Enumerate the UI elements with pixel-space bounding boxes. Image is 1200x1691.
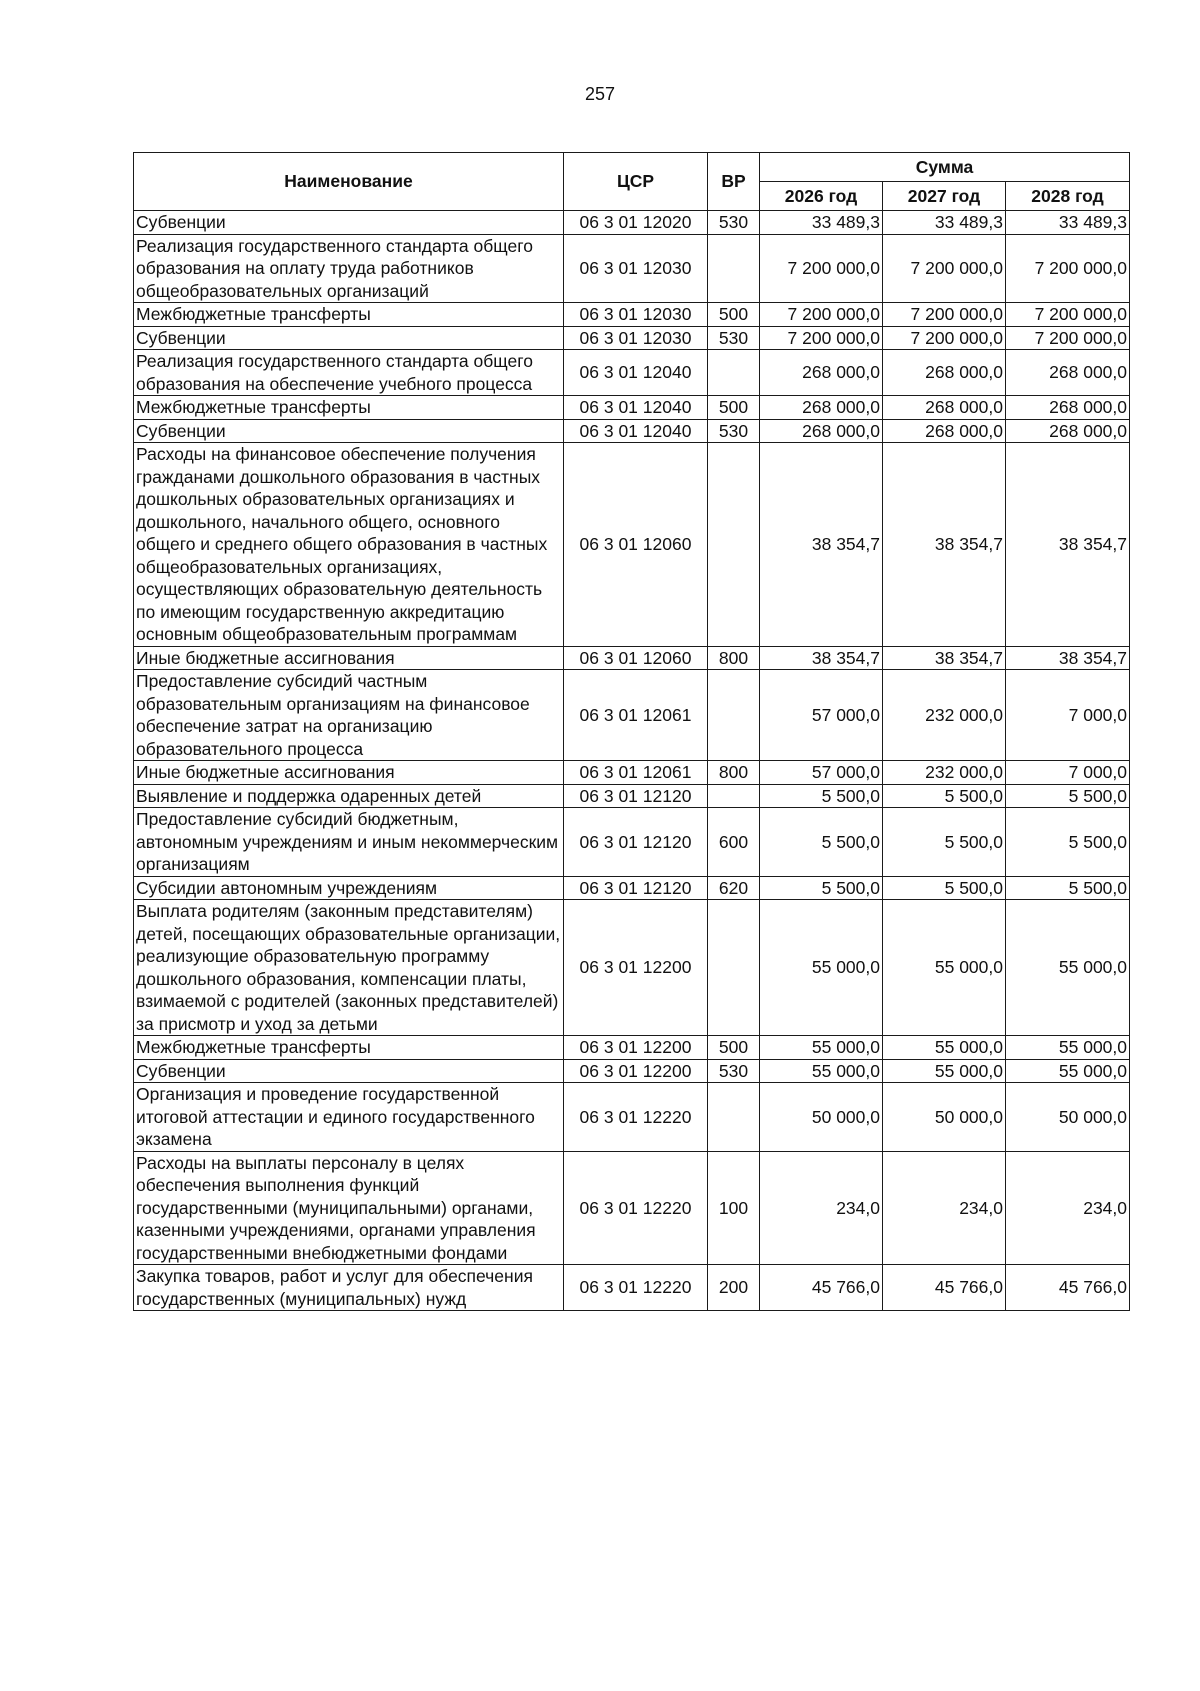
budget-table [133, 152, 1130, 1311]
cell-name: Субвенции [134, 1059, 564, 1083]
cell-sum-2027: 232 000,0 [883, 670, 1006, 761]
cell-sum-2026: 5 500,0 [760, 784, 883, 808]
cell-vr: 500 [708, 303, 760, 327]
table-row [134, 326, 1130, 350]
cell-sum-2028: 234,0 [1006, 1151, 1130, 1265]
cell-vr: 530 [708, 419, 760, 443]
cell-vr: 530 [708, 211, 760, 235]
cell-sum-2027: 55 000,0 [883, 1059, 1006, 1083]
table-row [134, 1151, 1130, 1265]
cell-sum-2026: 38 354,7 [760, 443, 883, 647]
cell-vr: 530 [708, 326, 760, 350]
cell-sum-2028: 5 500,0 [1006, 808, 1130, 877]
cell-csr: 06 3 01 12040 [564, 419, 708, 443]
cell-sum-2028: 33 489,3 [1006, 211, 1130, 235]
cell-vr [708, 443, 760, 647]
cell-sum-2026: 50 000,0 [760, 1083, 883, 1152]
cell-sum-2027: 268 000,0 [883, 419, 1006, 443]
cell-csr: 06 3 01 12220 [564, 1151, 708, 1265]
table-row [134, 443, 1130, 647]
cell-csr: 06 3 01 12040 [564, 396, 708, 420]
cell-sum-2027: 7 200 000,0 [883, 303, 1006, 327]
cell-sum-2026: 268 000,0 [760, 350, 883, 396]
cell-sum-2027: 38 354,7 [883, 443, 1006, 647]
cell-sum-2028: 268 000,0 [1006, 350, 1130, 396]
cell-name: Субвенции [134, 211, 564, 235]
table-row [134, 900, 1130, 1036]
cell-sum-2027: 7 200 000,0 [883, 234, 1006, 303]
cell-name: Реализация государственного стандарта общего образования на оплату труда работников общеобразовательных организаций [134, 234, 564, 303]
cell-sum-2026: 55 000,0 [760, 1059, 883, 1083]
header-vr: ВР [708, 153, 760, 211]
cell-name: Субвенции [134, 326, 564, 350]
cell-sum-2026: 5 500,0 [760, 808, 883, 877]
table-row [134, 1083, 1130, 1152]
cell-sum-2028: 45 766,0 [1006, 1265, 1130, 1311]
header-csr: ЦСР [564, 153, 708, 211]
cell-sum-2027: 5 500,0 [883, 808, 1006, 877]
cell-sum-2028: 5 500,0 [1006, 784, 1130, 808]
cell-sum-2028: 7 000,0 [1006, 670, 1130, 761]
cell-name: Расходы на финансовое обеспечение получения гражданами дошкольного образования в частных дошкольных образовательных организациях и дошкольного, начального общего, основного общего и среднего общего образования в частных общеобразовательных организациях, осуществляющих образовательную деятельность по имеющим государственную аккредитацию основным общеобразовательным программам [134, 443, 564, 647]
cell-sum-2028: 55 000,0 [1006, 1059, 1130, 1083]
table-row [134, 350, 1130, 396]
cell-name: Межбюджетные трансферты [134, 303, 564, 327]
cell-sum-2026: 7 200 000,0 [760, 303, 883, 327]
cell-vr [708, 350, 760, 396]
cell-name: Предоставление субсидий частным образовательным организациям на финансовое обеспечение затрат на организацию образовательного процесса [134, 670, 564, 761]
cell-sum-2028: 50 000,0 [1006, 1083, 1130, 1152]
table-row [134, 808, 1130, 877]
cell-sum-2028: 55 000,0 [1006, 900, 1130, 1036]
cell-sum-2026: 234,0 [760, 1151, 883, 1265]
cell-sum-2026: 57 000,0 [760, 761, 883, 785]
cell-csr: 06 3 01 12060 [564, 646, 708, 670]
cell-vr: 800 [708, 646, 760, 670]
cell-sum-2028: 7 200 000,0 [1006, 303, 1130, 327]
table-row [134, 396, 1130, 420]
cell-sum-2027: 33 489,3 [883, 211, 1006, 235]
cell-csr: 06 3 01 12200 [564, 900, 708, 1036]
cell-sum-2026: 55 000,0 [760, 1036, 883, 1060]
cell-vr: 800 [708, 761, 760, 785]
cell-sum-2026: 33 489,3 [760, 211, 883, 235]
table-header [134, 153, 1130, 211]
table-body [134, 211, 1130, 1311]
table-row [134, 784, 1130, 808]
cell-vr: 200 [708, 1265, 760, 1311]
cell-sum-2028: 268 000,0 [1006, 396, 1130, 420]
cell-sum-2027: 55 000,0 [883, 1036, 1006, 1060]
cell-vr: 620 [708, 876, 760, 900]
cell-name: Иные бюджетные ассигнования [134, 761, 564, 785]
cell-sum-2026: 45 766,0 [760, 1265, 883, 1311]
cell-vr [708, 234, 760, 303]
cell-sum-2028: 55 000,0 [1006, 1036, 1130, 1060]
cell-sum-2026: 7 200 000,0 [760, 234, 883, 303]
cell-csr: 06 3 01 12030 [564, 234, 708, 303]
cell-csr: 06 3 01 12200 [564, 1059, 708, 1083]
cell-name: Выплата родителям (законным представителям) детей, посещающих образовательные организации, реализующие образовательную программу дошкольного образования, компенсации платы, взимаемой с родителей (законных представителей) за присмотр и уход за детьми [134, 900, 564, 1036]
cell-csr: 06 3 01 12200 [564, 1036, 708, 1060]
table-row [134, 419, 1130, 443]
cell-name: Закупка товаров, работ и услуг для обеспечения государственных (муниципальных) нужд [134, 1265, 564, 1311]
cell-csr: 06 3 01 12120 [564, 784, 708, 808]
cell-vr: 100 [708, 1151, 760, 1265]
cell-csr: 06 3 01 12061 [564, 670, 708, 761]
cell-sum-2027: 5 500,0 [883, 876, 1006, 900]
cell-sum-2028: 7 200 000,0 [1006, 326, 1130, 350]
cell-csr: 06 3 01 12030 [564, 326, 708, 350]
cell-sum-2026: 7 200 000,0 [760, 326, 883, 350]
cell-vr: 500 [708, 1036, 760, 1060]
cell-name: Субсидии автономным учреждениям [134, 876, 564, 900]
cell-sum-2026: 38 354,7 [760, 646, 883, 670]
cell-csr: 06 3 01 12040 [564, 350, 708, 396]
table-row [134, 761, 1130, 785]
cell-csr: 06 3 01 12030 [564, 303, 708, 327]
cell-sum-2028: 5 500,0 [1006, 876, 1130, 900]
cell-sum-2027: 45 766,0 [883, 1265, 1006, 1311]
cell-name: Расходы на выплаты персоналу в целях обеспечения выполнения функций государственными (муниципальными) органами, казенными учреждениями, органами управления государственными внебюджетными фондами [134, 1151, 564, 1265]
cell-vr [708, 900, 760, 1036]
cell-vr: 500 [708, 396, 760, 420]
cell-sum-2028: 268 000,0 [1006, 419, 1130, 443]
header-sum: Сумма [760, 153, 1130, 182]
cell-sum-2028: 7 200 000,0 [1006, 234, 1130, 303]
cell-vr: 530 [708, 1059, 760, 1083]
cell-sum-2028: 7 000,0 [1006, 761, 1130, 785]
cell-name: Межбюджетные трансферты [134, 1036, 564, 1060]
cell-sum-2027: 268 000,0 [883, 396, 1006, 420]
table-row [134, 876, 1130, 900]
cell-csr: 06 3 01 12220 [564, 1083, 708, 1152]
cell-vr [708, 670, 760, 761]
table-row [134, 234, 1130, 303]
cell-name: Реализация государственного стандарта общего образования на обеспечение учебного процесса [134, 350, 564, 396]
cell-name: Организация и проведение государственной итоговой аттестации и единого государственного экзамена [134, 1083, 564, 1152]
table-row [134, 1265, 1130, 1311]
cell-vr [708, 1083, 760, 1152]
table-row [134, 670, 1130, 761]
cell-sum-2027: 38 354,7 [883, 646, 1006, 670]
cell-sum-2027: 232 000,0 [883, 761, 1006, 785]
table-row [134, 1036, 1130, 1060]
cell-sum-2026: 57 000,0 [760, 670, 883, 761]
cell-csr: 06 3 01 12120 [564, 808, 708, 877]
cell-sum-2026: 268 000,0 [760, 419, 883, 443]
table-row [134, 646, 1130, 670]
table-row [134, 1059, 1130, 1083]
page-number: 257 [584, 84, 616, 104]
cell-name: Предоставление субсидий бюджетным, автономным учреждениям и иным некоммерческим организациям [134, 808, 564, 877]
cell-name: Выявление и поддержка одаренных детей [134, 784, 564, 808]
cell-csr: 06 3 01 12020 [564, 211, 708, 235]
cell-sum-2027: 50 000,0 [883, 1083, 1006, 1152]
header-year-2028: 2028 год [1006, 182, 1130, 211]
header-row-top [134, 153, 1130, 182]
cell-sum-2028: 38 354,7 [1006, 646, 1130, 670]
table-row [134, 211, 1130, 235]
cell-csr: 06 3 01 12220 [564, 1265, 708, 1311]
cell-name: Иные бюджетные ассигнования [134, 646, 564, 670]
header-year-2027: 2027 год [883, 182, 1006, 211]
cell-name: Субвенции [134, 419, 564, 443]
cell-vr [708, 784, 760, 808]
cell-vr: 600 [708, 808, 760, 877]
header-name: Наименование [134, 153, 564, 211]
cell-sum-2027: 7 200 000,0 [883, 326, 1006, 350]
cell-sum-2026: 55 000,0 [760, 900, 883, 1036]
table-row [134, 303, 1130, 327]
cell-sum-2026: 5 500,0 [760, 876, 883, 900]
cell-csr: 06 3 01 12061 [564, 761, 708, 785]
cell-csr: 06 3 01 12060 [564, 443, 708, 647]
cell-sum-2028: 38 354,7 [1006, 443, 1130, 647]
cell-sum-2027: 268 000,0 [883, 350, 1006, 396]
header-year-2026: 2026 год [760, 182, 883, 211]
cell-sum-2027: 5 500,0 [883, 784, 1006, 808]
cell-csr: 06 3 01 12120 [564, 876, 708, 900]
cell-sum-2026: 268 000,0 [760, 396, 883, 420]
cell-sum-2027: 55 000,0 [883, 900, 1006, 1036]
cell-name: Межбюджетные трансферты [134, 396, 564, 420]
cell-sum-2027: 234,0 [883, 1151, 1006, 1265]
